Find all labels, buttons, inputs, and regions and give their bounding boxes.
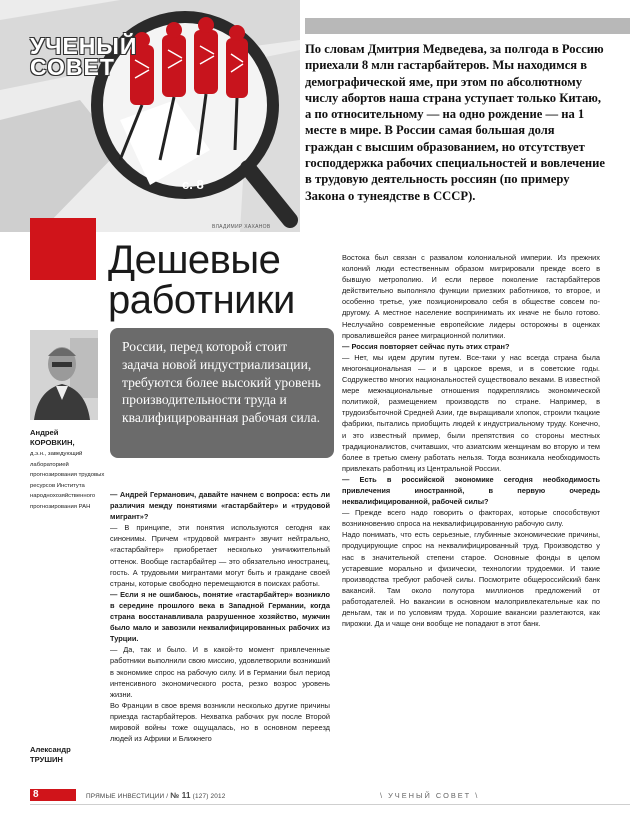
pull-quote: России, перед которой стоит задача новой индустриализации, требуются более высокий уровень производительности труда и квалифицированная рабочая сила. xyxy=(110,328,334,458)
interviewer-first-name: Александр xyxy=(30,745,71,754)
paragraph: Востока был связан с развалом колониальной империи. Из прежних колоний люди естественным образом мигрировали прежде всего в бывшую метрополию. И если первое поколение гастарбайтеров действительно выполняло функции приезжих работников, то второе, и особенно третье, уже позиционировало себя в обществе совсем по-другому. А местное население воспринимать их иначе не было готово. Неслучайно современные европейские лидеры осторожны в оценках провалившейся ранее миграционной политики. xyxy=(342,253,600,340)
illustration-credit: ВЛАДИМИР ХАХАНОВ xyxy=(212,224,271,230)
top-gray-bar xyxy=(305,18,630,34)
expert-name xyxy=(30,428,110,448)
lead-paragraph: По словам Дмитрия Медведева, за полгода в Россию приехали 8 млн гастарбайтеров. Мы находимся в демографической яме, при этом по абсолютному числу абортов наша страна уступает только Китаю, а по относительному — на одно рождение — на 1 месте в мире. В России самая большая доля граждан с высшим образованием, но отсутствует господдержка рабочих специальностей и вовлечение в трудовую деятельность россиян (по примеру Закона о тунеядстве в СССР). xyxy=(305,42,605,203)
paragraph: — Есть в российской экономике сегодня необходимость привлечения иностранной, в первую очередь неквалифицированной, рабочей силы? xyxy=(342,474,600,507)
expert-bio: д.э.н., заведующий лабораторией прогнозирования трудовых ресурсов Института народнохозяйственного прогнозирования РАН xyxy=(30,451,105,510)
article-title xyxy=(108,240,295,320)
magazine-name: ПРЯМЫЕ ИНВЕСТИЦИИ / xyxy=(86,793,169,800)
expert-first-name: Андрей xyxy=(30,428,59,437)
paragraph: — Да, так и было. И в какой-то момент привлеченные работники выполнили свою миссию, удовлетворили возникший в экономике спрос на рабочую силу. И в Германии был период интенсивного экономического роста, резко возрос уровень жизни. xyxy=(110,645,330,699)
title-line-1: Дешевые xyxy=(108,238,281,282)
rubric-label xyxy=(30,33,138,80)
rubric-line-1: УЧЕНЫЙ xyxy=(30,33,138,59)
issue-detail: (127) 2012 xyxy=(192,793,226,800)
expert-photo xyxy=(30,330,98,420)
paragraph: Во Франции в свое время возникли несколько другие причины приезда гастарбайтеров. Нехватка рабочих рук после Второй мировой войны тоже ощущалась, но в основном переезд людей из Африки и Ближнего xyxy=(110,700,330,744)
section-label: \ УЧЕНЫЙ СОВЕТ \ xyxy=(380,791,480,800)
interviewer-name xyxy=(30,745,100,765)
paragraph: — В принципе, эти понятия используются сегодня как синонимы. Причем «трудовой мигрант» звучит нейтрально, «гастарбайтер» приобретает несколько уничижительный оттенок. Вообще гастарбайтер — это обязательно иностранец, гость. А трудовыми мигрантами могут быть и граждане своей страны, которые свободно перемещаются в поисках работы. xyxy=(110,523,330,588)
title-line-2: работники xyxy=(108,278,295,322)
article-column-1 xyxy=(110,489,330,744)
page-reference: с. 8 xyxy=(182,177,204,192)
paragraph: — Россия повторяет сейчас путь этих стран? xyxy=(342,341,510,351)
paragraph: — Нет, мы идем другим путем. Все-таки у нас всегда страна была многонациональная — и в царское время, и в советские годы. Содружество многих национальностей существовало веками. В известной мере межнациональные отношения подкреплялись экономической политикой, размещением производств по стране. Например, в трудоизбыточной Средней Азии, где выращивали хлопок, строили ткацкие фабрики, пытались приобщить людей к индустриальному труду. Конечно, и это известный пример, были препятствия со стороны местных традиционалистов, считавших, что азиатским женщинам во вторую и тем более в третью смену работать нельзя. Тогда возникала необходимость привлекать работниц из Центральной России. xyxy=(342,352,600,473)
magazine-info xyxy=(86,790,226,802)
expert-last-name: КОРОВКИН, xyxy=(30,438,75,447)
paragraph: — Андрей Германович, давайте начнем с вопроса: есть ли различия между понятиями «гастарбайтер» и «трудовой мигрант»? xyxy=(110,490,330,522)
page-number: 8 xyxy=(30,789,76,801)
footer-divider xyxy=(30,804,630,805)
issue-number: № 11 xyxy=(170,791,191,800)
interviewer-last-name: ТРУШИН xyxy=(30,755,63,764)
article-column-2 xyxy=(342,252,600,629)
red-accent-block xyxy=(30,218,96,280)
paragraph: — Если я не ошибаюсь, понятие «гастарбайтер» возникло в середине прошлого века в Западной Германии, когда страна восстанавливала разрушенное хозяйство, мужчин было мало и завозили неквалифицированных рабочих из Турции. xyxy=(110,589,330,644)
rubric-line-2: СОВЕТ xyxy=(30,54,115,80)
paragraph: — Прежде всего надо говорить о факторах, которые способствуют возникновению спроса на неквалифицированную рабочую силу. xyxy=(342,508,600,529)
portrait-icon xyxy=(30,330,98,420)
paragraph: Надо понимать, что есть серьезные, глубинные экономические причины, продуцирующие спрос на неквалифицированный труд. Производство у нас в значительной степени старое. Основные фонды в целом устаревшие морально и физически, технологии трудоемки. И такие производства требуют рабочей силы. Посмотрите общероссийский банк вакансий. Там около полутора миллионов предложений от работодателей. Но вакансии в основном малопривлекательные как по деньгам, так и по условиям труда. Хорошие вакансии разлетаются, как пирожки. Да и чаще они вообще не попадают в этот банк. xyxy=(342,530,600,629)
